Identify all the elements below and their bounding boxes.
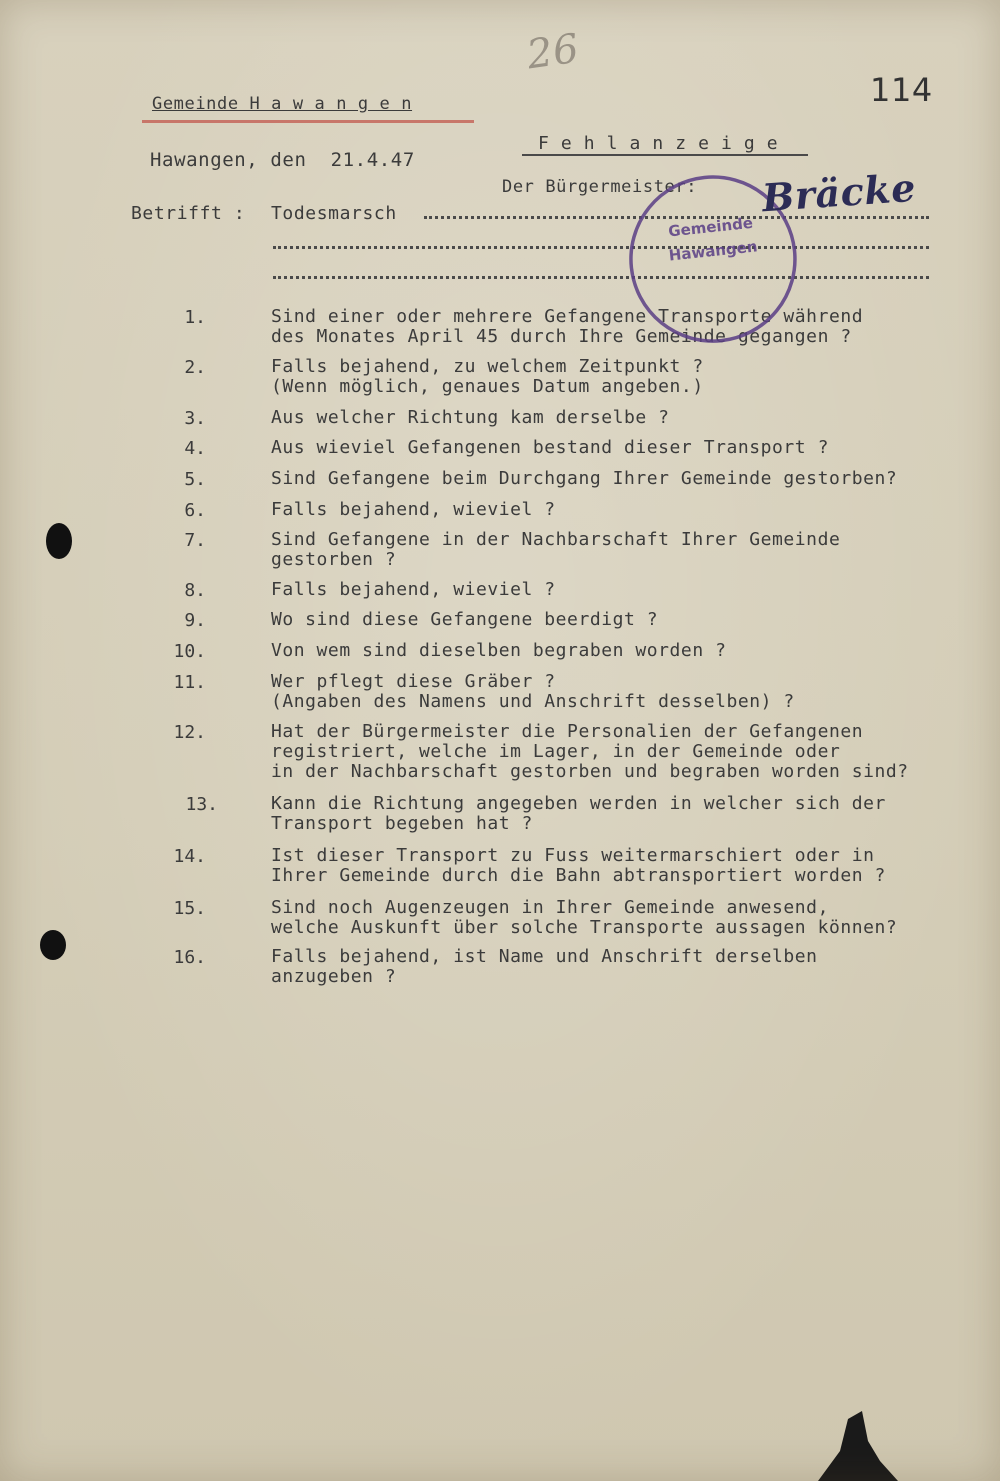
question-text [271,408,971,428]
stamp-text: Gemeinde [667,213,754,241]
question-line: Aus welcher Richtung kam derselbe ? [271,407,670,428]
question-line: Ihrer Gemeinde durch die Bahn abtransportiert worden ? [271,865,886,886]
question-number: 11. [173,672,206,693]
place-date: Hawangen, den 21.4.47 [150,149,415,171]
question-line: (Wenn möglich, genaues Datum angeben.) [271,376,704,397]
question-text [271,898,971,938]
question-line: gestorben ? [271,549,397,570]
question-text [271,580,971,600]
question-line: registriert, welche im Lager, in der Gemeinde oder [271,741,841,762]
question-number: 12. [173,722,206,743]
question-line: Sind noch Augenzeugen in Ihrer Gemeinde anwesend, [271,897,829,918]
question-text [271,530,971,570]
question-number: 16. [173,947,206,968]
question-line: welche Auskunft über solche Transporte aussagen können? [271,917,898,938]
dotted-line [273,272,929,279]
question-line: Hat der Bürgermeister die Personalien der Gefangenen [271,721,864,742]
question-number: 4. [184,438,206,459]
dotted-line [273,242,929,249]
question-line: Aus wieviel Gefangenen bestand dieser Transport ? [271,437,829,458]
question-line: anzugeben ? [271,966,397,987]
question-text [271,307,971,347]
question-number: 15. [173,898,206,919]
mayor-label: Der Bürgermeister: [502,177,698,197]
stamp-text: Hawangen [667,237,759,265]
punch-hole [40,930,66,960]
question-number: 14. [173,846,206,867]
question-line: Falls bejahend, wieviel ? [271,499,556,520]
question-line: Falls bejahend, ist Name und Anschrift derselben [271,946,818,967]
question-text [271,672,971,712]
question-line: Kann die Richtung angegeben werden in welcher sich der [271,793,886,814]
question-line: Wer pflegt diese Gräber ? [271,671,556,692]
question-line: Wo sind diese Gefangene beerdigt ? [271,609,659,630]
torn-corner [818,1411,898,1481]
punch-hole [46,523,72,559]
question-text [271,641,971,661]
question-text [271,357,971,397]
pencil-note: 26 [524,25,583,79]
question-line: Transport begeben hat ? [271,813,533,834]
question-text [271,438,971,458]
question-text [271,500,971,520]
red-underline [142,120,474,123]
question-text [271,846,971,886]
subject-label: Betrifft : [131,203,246,224]
question-line: Sind einer oder mehrere Gefangene Transporte während [271,306,864,327]
question-line: in der Nachbarschaft gestorben und begraben worden sind? [271,761,909,782]
question-line: (Angaben des Namens und Anschrift desselben) ? [271,691,795,712]
question-number: 6. [184,500,206,521]
archive-number: 114 [870,71,933,109]
question-text [271,469,971,489]
question-number: 1. [184,307,206,328]
subject-value: Todesmarsch [271,203,397,224]
question-text [271,722,971,782]
question-number: 9. [184,610,206,631]
question-text [271,947,971,987]
question-line: Sind Gefangene in der Nachbarschaft Ihrer Gemeinde [271,529,841,550]
question-line: des Monates April 45 durch Ihre Gemeinde gegangen ? [271,326,852,347]
question-number: 3. [184,408,206,429]
question-number: 2. [184,357,206,378]
mayor-signature: Bräcke [760,164,918,221]
question-line: Ist dieser Transport zu Fuss weitermarschiert oder in [271,845,875,866]
question-line: Von wem sind dieselben begraben worden ? [271,640,727,661]
question-number: 13. [185,794,218,815]
question-line: Sind Gefangene beim Durchgang Ihrer Gemeinde gestorben? [271,468,898,489]
question-line: Falls bejahend, zu welchem Zeitpunkt ? [271,356,704,377]
question-number: 5. [184,469,206,490]
question-number: 8. [184,580,206,601]
question-line: Falls bejahend, wieviel ? [271,579,556,600]
question-text [271,610,971,630]
question-number: 10. [173,641,206,662]
question-number: 7. [184,530,206,551]
heading-underline [522,154,808,156]
document-heading: F e h l a n z e i g e [538,133,779,154]
question-text [271,794,971,834]
municipality-name: Gemeinde H a w a n g e n [152,94,413,114]
